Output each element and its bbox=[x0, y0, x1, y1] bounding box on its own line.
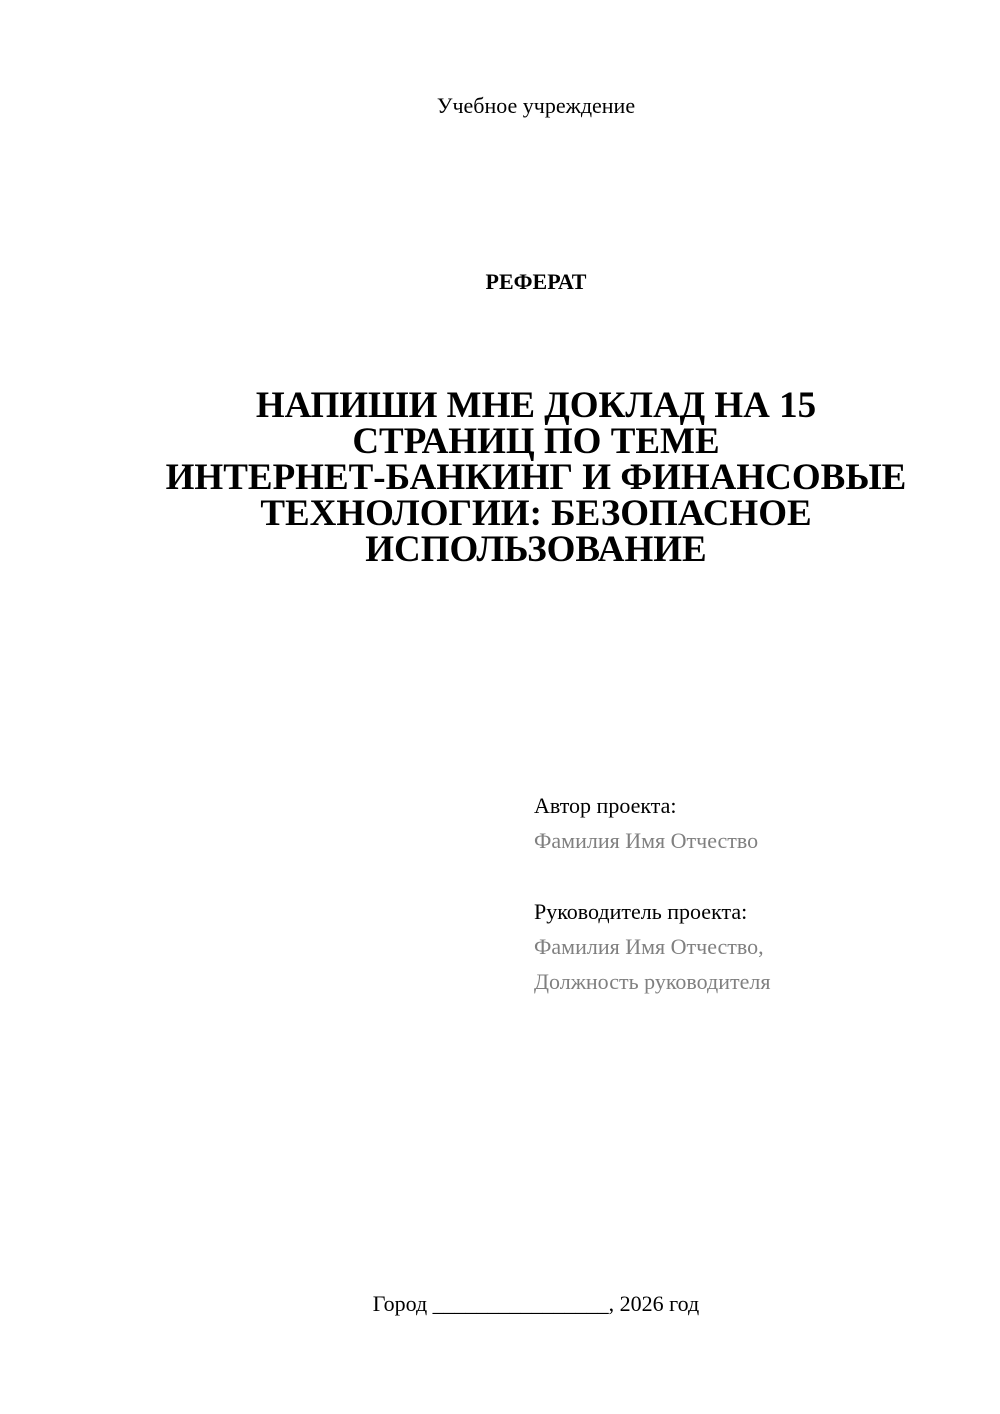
title-line: ИСПОЛЬЗОВАНИЕ bbox=[365, 529, 707, 570]
title-line: ТЕХНОЛОГИИ: БЕЗОПАСНОЕ bbox=[260, 493, 812, 534]
institution-name: Учебное учреждение bbox=[436, 93, 636, 118]
author-name: Фамилия Имя Отчество bbox=[534, 828, 759, 853]
document-type: РЕФЕРАТ bbox=[485, 269, 587, 294]
title-line: НАПИШИ МНЕ ДОКЛАД НА 15 bbox=[255, 385, 817, 426]
supervisor-name: Фамилия Имя Отчество, bbox=[534, 934, 764, 959]
supervisor-label: Руководитель проекта: bbox=[534, 899, 748, 924]
credits-block bbox=[534, 788, 770, 999]
credits-spacer bbox=[534, 858, 770, 894]
city-year-line: Город ________________, 2026 год bbox=[372, 1291, 700, 1316]
author-label: Автор проекта: bbox=[534, 793, 677, 818]
supervisor-position: Должность руководителя bbox=[534, 969, 771, 994]
title-line: СТРАНИЦ ПО ТЕМЕ bbox=[352, 421, 720, 462]
title-line: ИНТЕРНЕТ-БАНКИНГ И ФИНАНСОВЫЕ bbox=[165, 457, 907, 498]
document-title bbox=[130, 385, 942, 570]
